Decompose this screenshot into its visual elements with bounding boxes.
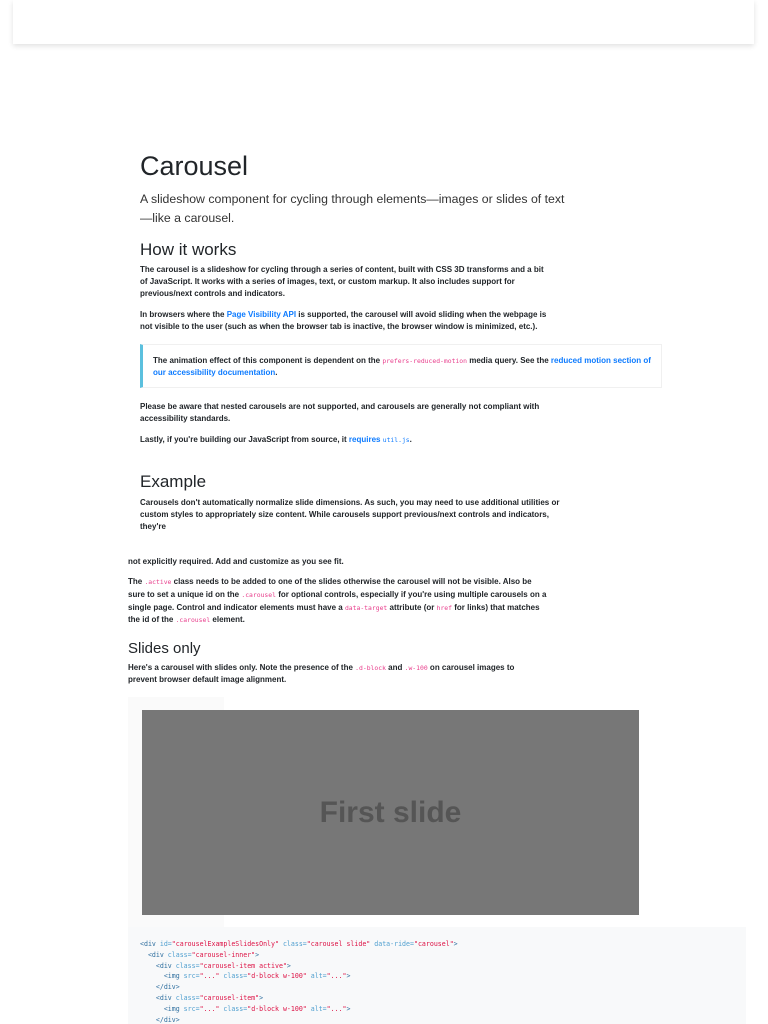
requires-link[interactable]: requires: [348, 435, 381, 444]
example-paragraph-continued: not explicitly required. Add and customize as you see fit.: [128, 557, 344, 566]
reduced-motion-link[interactable]: reduced motion section of our accessibility documentation: [153, 356, 651, 378]
inline-code: .carousel: [175, 616, 211, 625]
code-lines: <div id="carouselExampleSlidesOnly" class="carousel slide" data-ride="carousel"> <div class="carousel-inner"> <div class="carousel-item active"> <img src="..." class="d-block w-100" alt="..."> </div> <div class="carousel-item"> <img src="..." class="d-block w-100" alt="..."> </div>: [140, 940, 458, 1024]
nested-carousels-paragraph: Please be aware that nested carousels are not supported, and carousels are generally not compliant with accessibility standards.: [140, 402, 540, 424]
top-navbar: [13, 0, 754, 44]
inline-code: .active: [144, 578, 172, 586]
callout-reduced-motion: [140, 344, 662, 388]
main-content: [140, 150, 570, 228]
inline-code: data-target: [344, 603, 388, 612]
active-class-paragraph: The .active class needs to be added to one of the slides otherwise the carousel will not be visible. Also be sure to set a unique id on the .carousel for optional controls, especially if you're using multiple carousels on a single page. Control and indicator elements must have a data-target attribute (or href for links) that matches the id of the .carousel element.: [128, 577, 547, 625]
carousel-slide[interactable]: [142, 710, 639, 915]
how-it-works-paragraph: The carousel is a slideshow for cycling through a series of content, built with CSS 3D transforms and a bit of JavaScript. It works with a series of images, text, or custom markup. It also includes support for previous/next controls and indicators.: [140, 265, 544, 299]
inline-code: .d-block: [355, 664, 386, 672]
inline-code: util.js: [382, 436, 410, 444]
page-lead: A slideshow component for cycling through elements—images or slides of text—like a carousel.: [140, 192, 565, 225]
inline-code: href: [436, 603, 452, 612]
example-heading: Example: [140, 472, 207, 491]
inline-code: .carousel: [241, 590, 276, 599]
page-visibility-api-link[interactable]: Page Visibility API: [226, 310, 297, 319]
page-title: Carousel: [140, 151, 249, 181]
how-it-works-heading: How it works: [140, 240, 237, 259]
inline-code: prefers-reduced-motion: [382, 357, 467, 365]
callout-text: The animation effect of this component is dependent on the prefers-reduced-motion media query. See the reduced motion section of our accessibility documentation.: [153, 356, 651, 378]
slides-only-paragraph: Here's a carousel with slides only. Note the presence of the .d-block and .w-100 on carousel images to prevent browser default image alignment.: [128, 663, 515, 685]
slides-only-heading: Slides only: [128, 640, 201, 657]
requires-util-paragraph: Lastly, if you're building our JavaScript from source, it requires util.js.: [140, 435, 412, 444]
slide-label: First slide: [319, 795, 462, 829]
example-paragraph: Carousels don't automatically normalize slide dimensions. As such, you may need to use additional utilities or custom styles to appropriately size content. While carousels support previous/next controls and indicators, they're: [140, 498, 560, 532]
code-snippet: [128, 927, 746, 1024]
inline-code: .w-100: [404, 664, 428, 672]
page-visibility-paragraph: In browsers where the Page Visibility API is supported, the carousel will avoid sliding when the webpage is not visible to the user (such as when the browser tab is inactive, the browser window is minimized, etc.).: [140, 310, 547, 332]
